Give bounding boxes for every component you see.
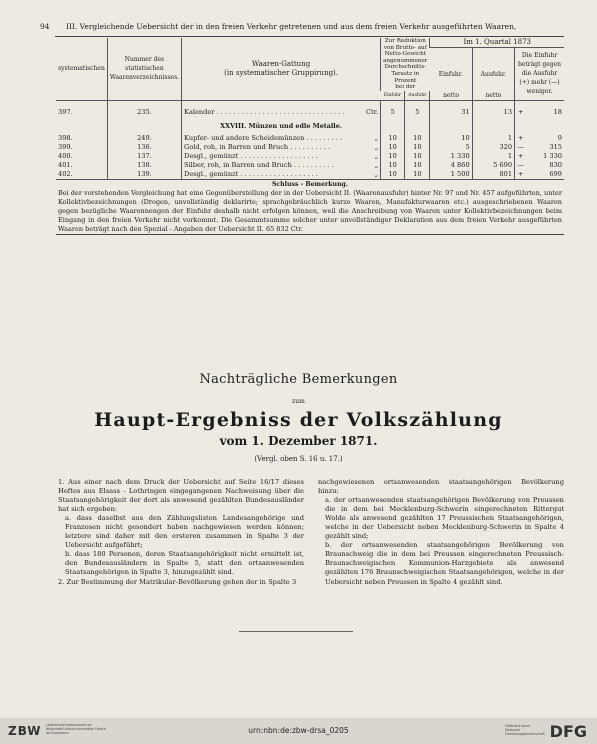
closing-remark-title: Schluss - Bemerkung.: [271, 181, 349, 189]
dfg-caption: Gefördert durch Deutsche Forschungsgemeinschaft: [505, 724, 545, 736]
supplement-main-heading: Haupt-Ergebniss der Volkszählung: [94, 409, 503, 431]
row-leader-dots: . . . . . . . . .: [306, 134, 343, 143]
row-tare-export: 10: [405, 134, 430, 143]
row-unit: „: [374, 170, 379, 179]
row-leader-dots: . . . . . . . . . .: [293, 161, 334, 170]
supplement-reference: (Vergl. oben S. 16 u. 17.): [254, 455, 343, 463]
row-export: 13: [472, 108, 514, 117]
header-sys-number: systematischen: [56, 38, 107, 100]
row-difference: 9: [557, 134, 562, 143]
row-goods-name: Desgl., gemünzt: [184, 152, 239, 161]
table-row: [56, 161, 564, 170]
row-export: 1: [472, 152, 514, 161]
row-difference: 1 330: [543, 152, 562, 161]
left-paragraph-1: 1. Aus einer nach dem Druck der Uebersicht auf Seite 16/17 dieses Heftes aus Elsass - Lothringen eingegangenen Nachweisung über die Staatsangehörigkeit der dort als anwesend gezählten Bundesausländer hat sich ergeben:: [58, 478, 304, 514]
row-sys: 402.: [56, 170, 107, 180]
supplement-date: vom 1. Dezember 1871.: [219, 434, 378, 448]
row-stat: 138.: [107, 161, 181, 170]
row-stat: 249.: [107, 134, 181, 143]
row-goods: [182, 170, 381, 180]
row-export: 801: [472, 170, 514, 180]
header-goods-type-line2: (in systematischer Gruppirung).: [224, 68, 339, 77]
left-column: [58, 478, 304, 587]
row-sys: 400.: [58, 152, 73, 161]
row-stat: 139.: [107, 170, 181, 180]
row-goods-name: Silber, roh, in Barren und Bruch: [184, 161, 292, 170]
urn-identifier[interactable]: urn:nbn:de:zbw-drsa_0205: [248, 726, 349, 735]
row-unit: „: [374, 152, 379, 161]
row-export: 1: [472, 134, 514, 143]
row-tare-export: 10: [405, 152, 430, 161]
row-sign: +: [515, 134, 527, 143]
row-goods: [182, 108, 381, 117]
header-import: Einfuhr.: [438, 70, 463, 78]
row-unit: „: [374, 161, 379, 170]
row-export: 5 690: [472, 161, 514, 170]
header-tare-sub: bei der: [395, 84, 416, 91]
header-difference: Die Einfuhr beträgt gegen die Ausfuhr (+) mehr (—) weniger.: [515, 48, 564, 101]
row-tare-import: 10: [381, 170, 405, 180]
header-tare-import: Einfuhr: [381, 91, 405, 101]
row-leader-dots: . . . . . . . . . . . . . . . . . . .: [240, 152, 318, 161]
header-tare: [381, 38, 430, 91]
row-tare-import: 10: [381, 152, 405, 161]
viewer-footer: [0, 718, 597, 744]
left-item-b: b. dass 180 Personen, deren Staatsangehörigkeit nicht ermittelt ist, den Bundesausländern in Spalte 5, statt den ortsanwesenden Staatsangehörigen in Spalte 3, hinzugezählt sind.: [65, 550, 304, 577]
left-item-a: a. dass daselbst aus den Zählungslisten Landesangehörige und Franzosen nicht gesondert haben nachgewiesen werden können; letztere sind daher mit den ersteren zusammen in Spalte 3 der Uebersicht aufgeführt;: [65, 514, 304, 550]
comparison-table: [56, 38, 564, 235]
row-goods-name: Gold, roh, in Barren und Bruch: [184, 143, 289, 152]
row-goods: [182, 143, 381, 152]
zbw-logo-caption: Leibniz-Informationszentrum Wirtschaft Leibniz Information Centre for Economics: [46, 723, 106, 735]
supplement-title: Nachträgliche Bemerkungen: [199, 372, 398, 387]
row-export: 320: [472, 143, 514, 152]
header-import-netto: netto: [430, 91, 472, 101]
row-stat: 235.: [107, 108, 181, 117]
table-row: [56, 108, 564, 117]
zbw-logo: ZBW: [8, 724, 42, 738]
row-import: 1 330: [430, 152, 472, 161]
row-sys: 399.: [58, 143, 73, 152]
supplement-zum: zum: [292, 398, 305, 405]
page-header-title: III. Vergleichende Uebersicht der in den freien Verkehr getretenen und aus dem freien Verkehr ausgeführten Waaren,: [66, 22, 517, 31]
header-tare-text: Zur Reduktion von Brutto- auf Netto-Gewicht angenommener Durchschnitts-Tarastz in Prozent: [383, 38, 428, 84]
row-leader-dots: . . . . . . . . . . . . . . . . . . .: [240, 170, 318, 179]
header-goods-type-line1: Waaren-Gattung: [252, 59, 311, 68]
row-tare-export: 10: [405, 143, 430, 152]
row-import: 10: [430, 134, 472, 143]
header-export-netto: netto: [472, 91, 514, 101]
left-paragraph-2: 2. Zur Bestimmung der Matrikular-Bevölkerung gehen der in Spalte 3: [58, 577, 297, 586]
row-leader-dots: . . . . . . . . . .: [290, 143, 331, 152]
right-paragraph-1: nachgewiesenen ortsanwesenden staatsangehörigen Bevölkerung hinzu:: [318, 478, 564, 496]
row-stat: 137.: [107, 152, 181, 161]
row-unit: „: [374, 143, 379, 152]
row-goods-name: Kalender: [184, 108, 215, 117]
header-goods-type: [182, 38, 381, 100]
section-heading: XXVIII. Münzen und edle Metalle.: [182, 122, 381, 131]
row-sign: +: [515, 108, 527, 117]
dfg-logo: DFG: [549, 722, 587, 741]
right-column: [318, 478, 564, 587]
header-rule: [55, 36, 564, 37]
row-sign: —: [515, 161, 527, 170]
row-sys: 398.: [58, 134, 73, 143]
page-number: 94: [40, 22, 50, 31]
row-difference: 315: [549, 143, 562, 152]
row-sign: +: [515, 152, 527, 161]
row-tare-export: 5: [405, 108, 430, 117]
row-tare-export: 10: [405, 170, 430, 180]
table-row: [56, 134, 564, 143]
row-goods-name: Kupfer- und andere Scheidemünzen: [184, 134, 305, 143]
row-goods: [182, 161, 381, 170]
row-sys: 401.: [58, 161, 73, 170]
row-tare-import: 10: [381, 143, 405, 152]
table-row: [56, 170, 564, 180]
row-difference: 830: [549, 161, 562, 170]
closing-remark-text: Bei der vorstehenden Vergleichung hat eine Gegenüberstellung der in der Uebersicht II. (Waarenausfuhr) hinter Nr. 97 und Nr. 457 aufgeführten, unter Kollektivbezeichnungen (Drogen, unvollständig deklarirte; sprachgebräuchlich kurze Waaren, Manufakturwaaren etc.) ausgeschriebenen Waaren gegen bezügliche Waarennengen der Einfuhr deshalb nicht erfolgen können, weil die Anschreibung von Waaren unter Kollektivbezeichnungen beim Eingang in den freien Verkehr nicht vorkommt. Die Gesammtsumme solcher unter unvollständiger Deklaration aus dem freien Verkehr ausgeführten Waaren beträgt nach den Spezial - Angaben der Uebersicht II. 65 832 Ctr.: [58, 189, 562, 234]
row-tare-import: 10: [381, 161, 405, 170]
header-quarter: Im 1. Quartal 1873: [430, 38, 564, 48]
row-difference: 18: [553, 108, 562, 117]
row-stat: 136.: [107, 143, 181, 152]
row-difference: 699: [526, 170, 564, 180]
row-goods: [182, 152, 381, 161]
page-header: [40, 22, 567, 31]
header-tare-export: Ausfuhr: [405, 91, 430, 101]
row-leader-dots: . . . . . . . . . . . . . . . . . . . . . . . . . . . . . . .: [216, 108, 345, 117]
row-sign: —: [515, 143, 527, 152]
table-row: [56, 152, 564, 161]
row-import: 4 860: [430, 161, 472, 170]
end-rule: [239, 631, 353, 632]
header-export: Ausfuhr.: [472, 48, 514, 91]
row-unit: Ctr.: [365, 108, 379, 117]
right-item-a: a. der ortsanwesenden staatsangehörigen Bevölkerung von Preussen die in dem bei Mecklenburg-Schwerin eingerechneten Rittergut Wolde als anwesend gezählten 17 Preussischen Staatsangehörigen, welche in der Uebersicht neben Mecklenburg-Schwerin in Spalte 4 gezählt sind;: [325, 496, 564, 541]
right-item-b: b. der ortsanwesenden staatsangehörigen Bevölkerung von Braunschweig die in dem bei Preussen eingerechneten Preussisch-Braunschweigischen Kommunion-Harzgebiete als anwesend gezählten 176 Braunschweigischen Staatsangehörigen, welche in der Uebersicht neben Preussen in Spalte 4 gezählt sind.: [325, 541, 564, 586]
row-sys: 397.: [58, 108, 73, 117]
row-goods-name: Desgl., gemünzt: [184, 170, 239, 179]
row-unit: „: [374, 134, 379, 143]
row-tare-import: 10: [381, 134, 405, 143]
row-import: 1 500: [430, 170, 472, 180]
table-row: [56, 143, 564, 152]
row-import: 5: [430, 143, 472, 152]
row-import: 31: [430, 108, 472, 117]
row-goods: [182, 134, 381, 143]
header-stat-number: Nummer des statistischen Waarenverzeichnisses.: [107, 38, 181, 100]
row-tare-import: 5: [381, 108, 405, 117]
row-sign: +: [515, 170, 527, 180]
row-tare-export: 10: [405, 161, 430, 170]
